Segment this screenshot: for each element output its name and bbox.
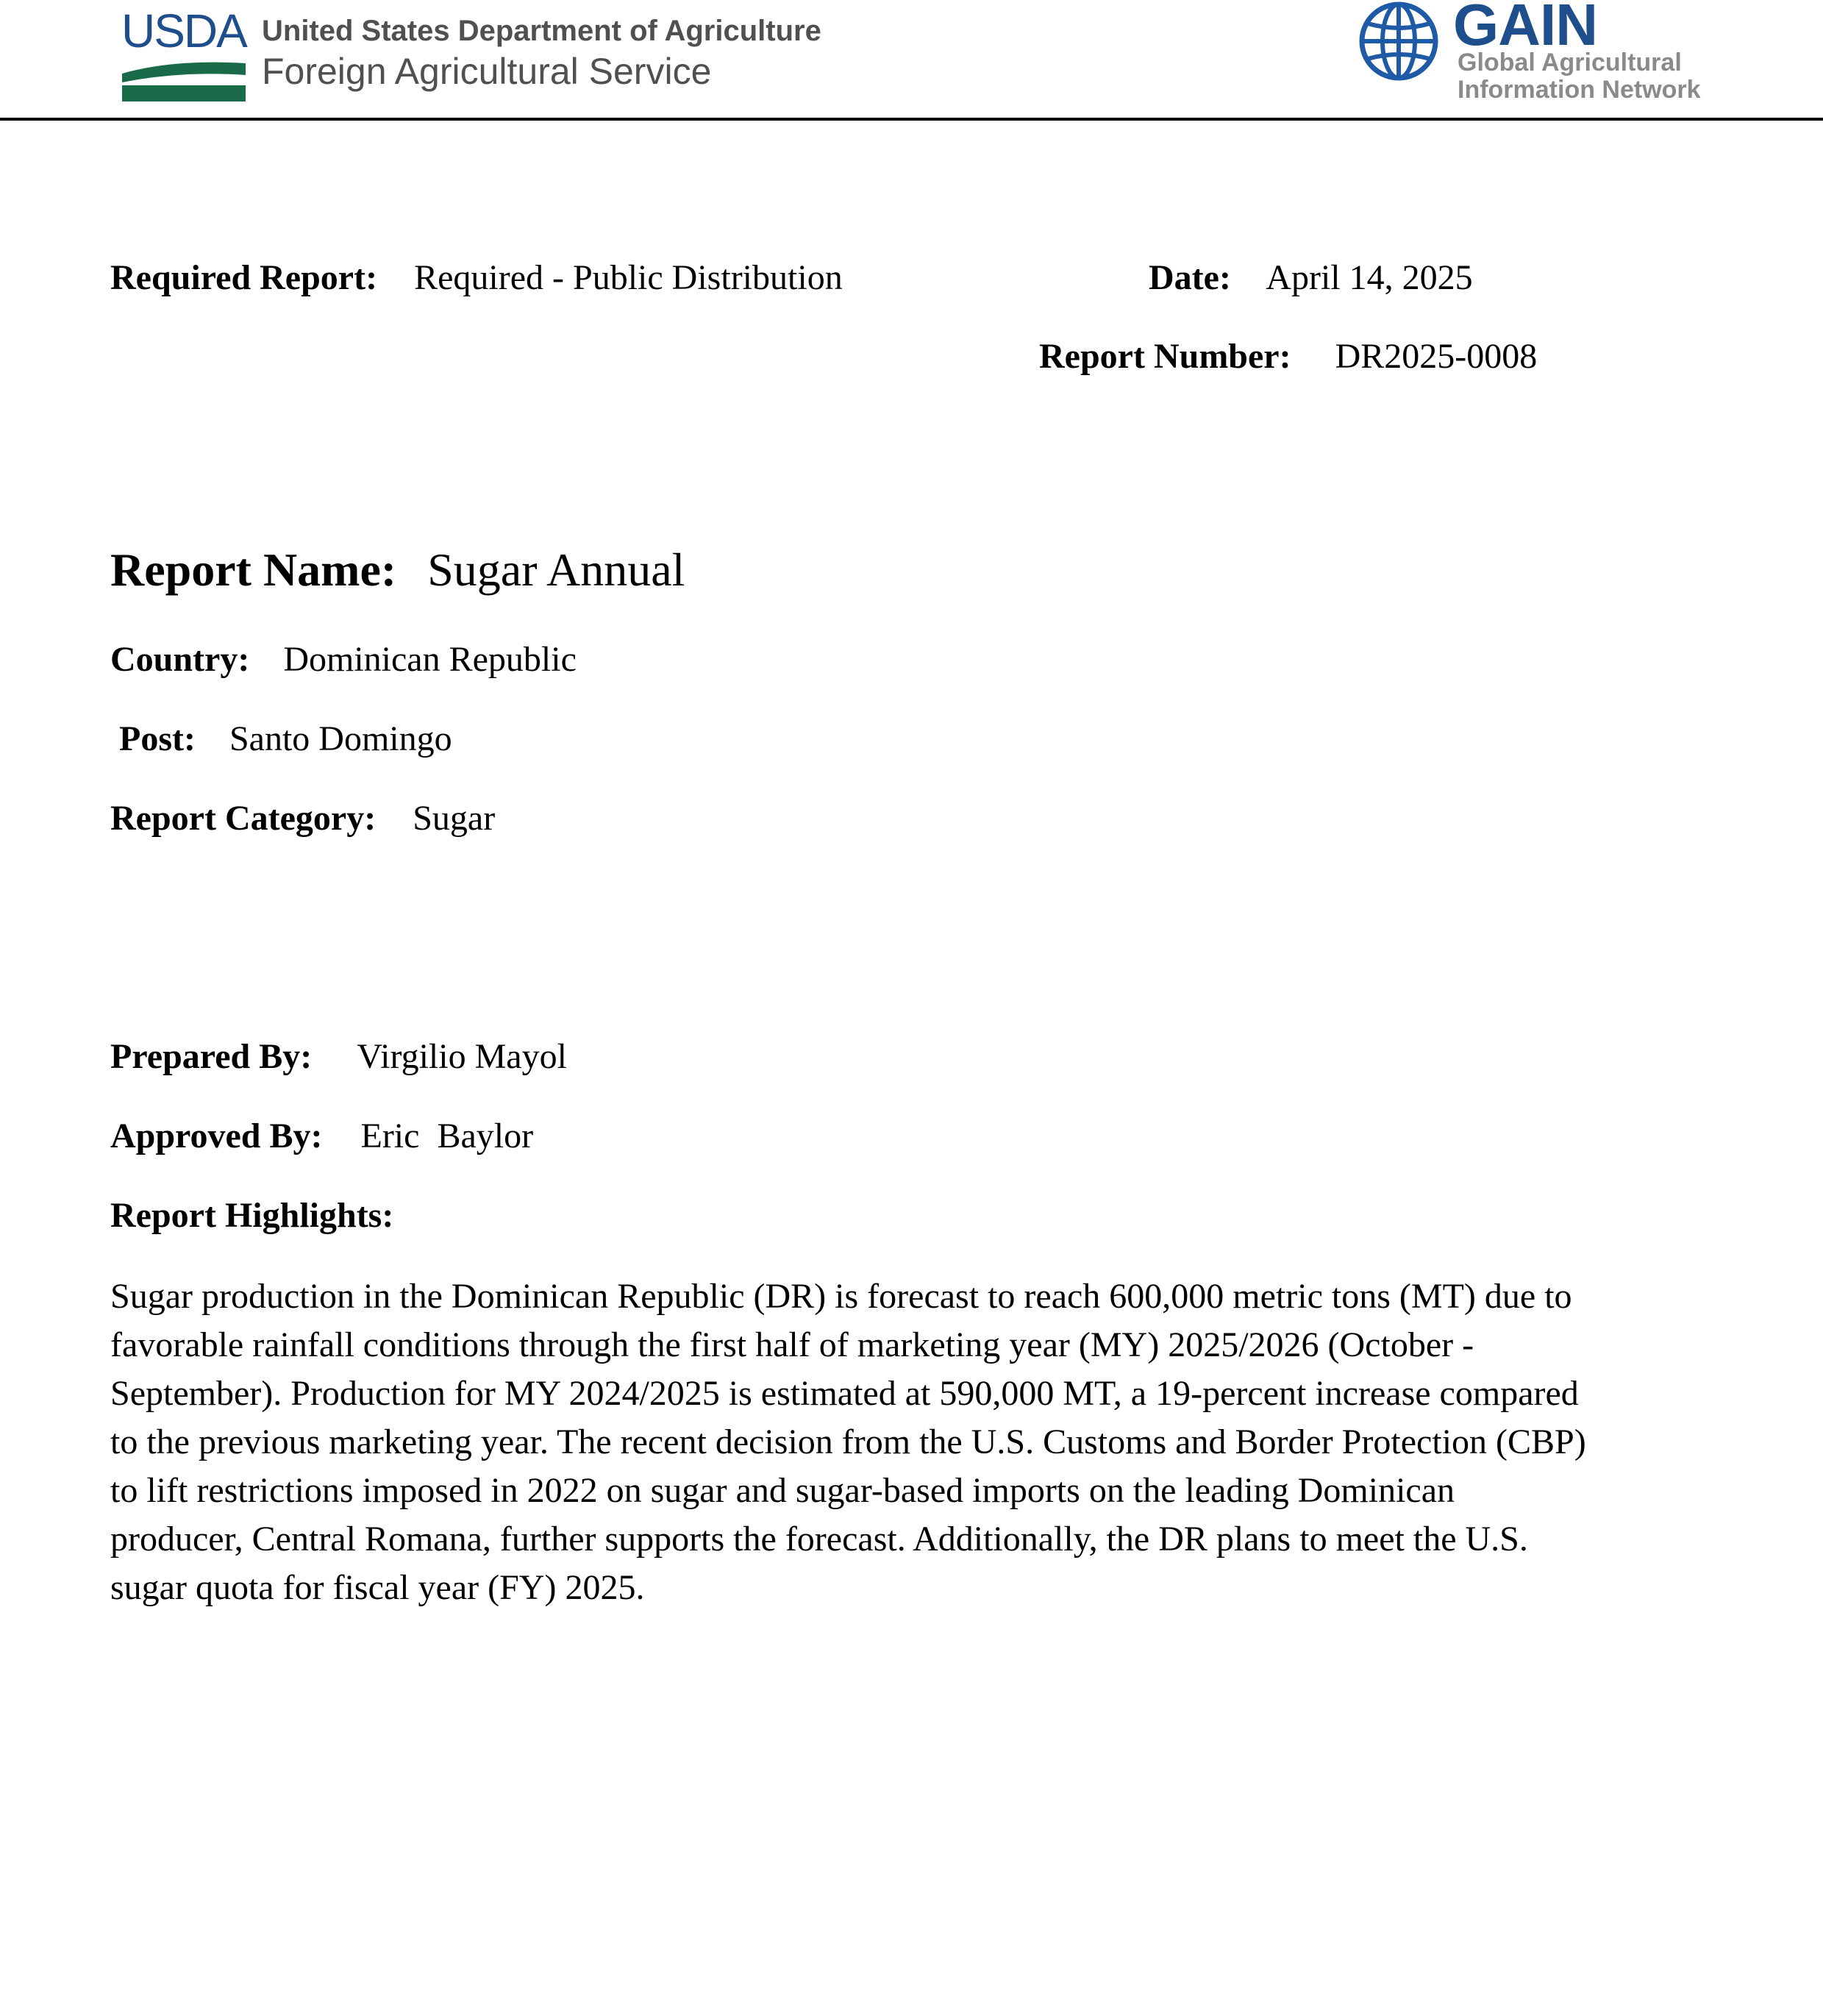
highlight-line: producer, Central Romana, further supports the forecast. Additionally, the DR plans to meet the U.S. [110, 1520, 1528, 1559]
post-label: Post: [119, 719, 196, 758]
agency-name-line2: Foreign Agricultural Service [262, 51, 712, 92]
report-category-field [110, 801, 495, 836]
date-label: Date: [1149, 258, 1231, 297]
usda-logo-text: USDA [121, 4, 246, 57]
report-number-field [1039, 339, 1537, 374]
report-name-value: Sugar Annual [427, 544, 685, 596]
post-value: Santo Domingo [229, 719, 452, 758]
report-number-label: Report Number: [1039, 337, 1291, 376]
report-name-label: Report Name: [110, 544, 397, 596]
prepared-by-label: Prepared By: [110, 1037, 313, 1076]
highlight-line: to the previous marketing year. The recent decision from the U.S. Customs and Border Protection (CBP) [110, 1422, 1586, 1461]
report-highlights-heading [110, 1198, 393, 1233]
country-label: Country: [110, 640, 250, 679]
gain-tagline-line1: Global Agricultural [1458, 49, 1682, 76]
highlight-line: sugar quota for fiscal year (FY) 2025. [110, 1568, 645, 1607]
required-report-value: Required - Public Distribution [414, 258, 843, 297]
prepared-by-field [110, 1039, 567, 1075]
date-value: April 14, 2025 [1266, 258, 1473, 297]
header-divider [0, 118, 1823, 121]
globe-icon [1358, 0, 1440, 82]
highlight-line: to lift restrictions imposed in 2022 on sugar and sugar-based imports on the leading Dominican [110, 1471, 1455, 1510]
report-highlights-label: Report Highlights: [110, 1196, 394, 1235]
country-value: Dominican Republic [283, 640, 577, 679]
approved-by-value: Eric Baylor [360, 1116, 534, 1155]
date-field [1149, 260, 1473, 296]
required-report-label: Required Report: [110, 258, 378, 297]
highlight-line: favorable rainfall conditions through the first half of marketing year (MY) 2025/2026 (October - [110, 1325, 1474, 1364]
post-field [119, 719, 452, 758]
gain-tagline-line2: Information Network [1458, 76, 1701, 104]
report-category-label: Report Category: [110, 799, 377, 838]
prepared-by-value: Virgilio Mayol [357, 1037, 567, 1076]
report-highlights-body [110, 1272, 1669, 1612]
report-category-value: Sugar [413, 799, 496, 838]
country-field [110, 642, 577, 677]
report-number-value: DR2025-0008 [1335, 337, 1538, 376]
highlight-line: Sugar production in the Dominican Republic (DR) is forecast to reach 600,000 metric tons (MT) due to [110, 1277, 1572, 1316]
agency-name-line1: United States Department of Agriculture [262, 15, 821, 47]
approved-by-field [110, 1116, 534, 1155]
required-report-field [110, 260, 843, 296]
highlight-line: September). Production for MY 2024/2025 is estimated at 590,000 MT, a 19-percent increase compared [110, 1374, 1579, 1413]
report-name-field [110, 546, 685, 594]
gain-logo-text: GAIN [1453, 0, 1597, 57]
approved-by-label: Approved By: [110, 1116, 323, 1155]
usda-logo-swoosh-icon [122, 60, 246, 101]
